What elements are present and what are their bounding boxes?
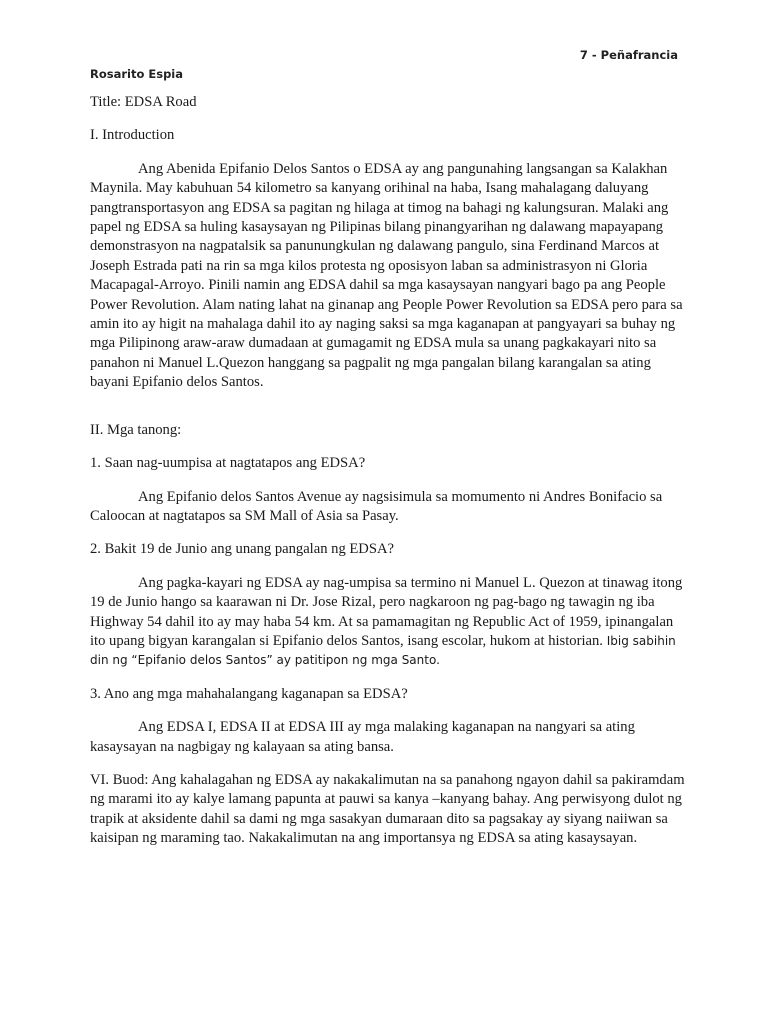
question-2: 2. Bakit 19 de Junio ang unang pangalan ng EDSA? <box>90 541 394 558</box>
intro-paragraph: Ang Abenida Epifanio Delos Santos o EDSA ay ang pangunahing langsangan sa Kalakhan Maynila. May kabuhuan 54 kilometro sa kanyang orihinal na haba, Isang mahalagang daluyang pangtransportasyon ang EDSA sa pagitan ng hilaga at timog na bahagi ng kalungsuran. Malaki ang papel ng EDSA sa huling kasaysayan ng Pilipinas bilang pinangyarihan ng dalawang mapayapang demonstrasyon na nagpatalsik sa panunungkulan ng dalawang pangulo, sina Ferdinand Marcos at Joseph Estrada pati na rin sa mga kilos protesta ng oposisyon laban sa administrasyon ni Gloria Macapagal-Arroyo. Pinili namin ang EDSA dahil sa mga kasaysayan nangyari bago pa ang People Power Revolution. Alam nating lahat na ginanap ang People Power Revolution sa EDSA pero para sa amin ito ay higit na mahalaga dahil ito ay naging saksi sa mga kaganapan at pangyayari sa buhay ng mga Pilipinong araw-araw dumadaan at gumagamit ng EDSA mula sa unang pagkakayari nito sa panahon ni Manuel L.Quezon hanggang sa pagpalit ng mga pangalan bilang karangalan sa ating bayani Epifanio delos Santos. <box>90 160 683 391</box>
document-title: Title: EDSA Road <box>90 94 197 110</box>
answer-2-main: Ang pagka-kayari ng EDSA ay nag-umpisa sa termino ni Manuel L. Quezon at tinawag itong 19 de Junio hango sa kaarawan ni Dr. Jose Rizal, pero nagkaroon ng pag-bago ng tawagin ng iba Highway 54 dahil ito ay may haba 54 km. At sa pamamagitan ng Republic Act of 1959, ipinangalan ito upang bigyan karangalan si Epifanio delos Santos, isang escolar, hukom at historian. <box>90 574 683 649</box>
class-section-label: 7 - Peñafrancia <box>579 48 678 62</box>
answer-1: Ang Epifanio delos Santos Avenue ay nagsisimula sa momumento ni Andres Bonifacio sa Caloocan at nagtatapos sa SM Mall of Asia sa Pasay. <box>90 488 663 524</box>
document-body <box>90 93 690 863</box>
summary-paragraph: VI. Buod: Ang kahalagahan ng EDSA ay nakakalimutan na sa panahong ngayon dahil sa pakiramdam ng marami ito ay kalye lamang papunta at pauwi sa kanya –kanyang bahay. Ang perwisyong dulot ng trapik at aksidente dahil sa dami ng mga sasakyan dumaraan dito sa pagsakay ay siyang naiiwan sa kaisipan ng maraming tao. Nakakalimutan na ang importansya ng EDSA sa ating kasaysayan. <box>90 771 685 847</box>
answer-2 <box>90 574 690 671</box>
answer-3: Ang EDSA I, EDSA II at EDSA III ay mga malaking kaganapan na nangyari sa ating kasaysayan na nagbigay ng kalayaan sa ating bansa. <box>90 719 635 755</box>
question-1: 1. Saan nag-uumpisa at nagtatapos ang EDSA? <box>90 455 366 472</box>
questions-heading: II. Mga tanong: <box>90 421 182 438</box>
question-3: 3. Ano ang mga mahahalangang kaganapan sa EDSA? <box>90 685 408 702</box>
author-name: Rosarito Espia <box>90 67 184 81</box>
intro-heading: I. Introduction <box>90 127 175 144</box>
answer-2-note: Ibig sabihin din ng “Epifanio delos Santos” ay patitipon ng mga Santo. <box>90 633 676 668</box>
